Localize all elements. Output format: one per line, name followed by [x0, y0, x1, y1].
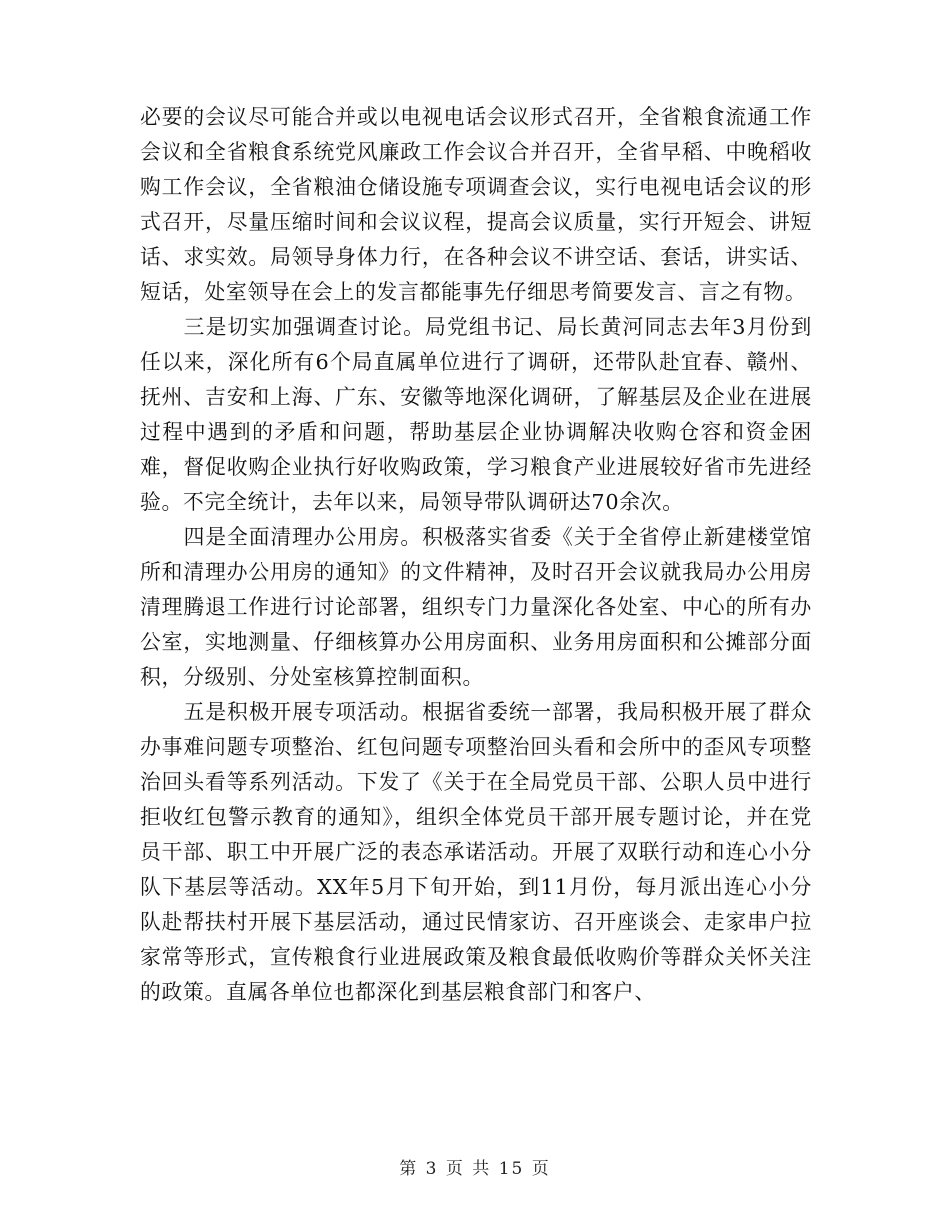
document-body: [140, 100, 812, 1010]
page-number-footer: 第 3 页 共 15 页: [399, 1159, 551, 1179]
paragraph-office-space: 四是全面清理办公用房。积极落实省委《关于全省停止新建楼堂馆所和清理办公用房的通知》的文件精神，及时召开会议就我局办公用房清理腾退工作进行讨论部署，组织专门力量深化各处室、中心的所有办公室，实地测量、仔细核算办公用房面积、业务用房面积和公摊部分面积，分级别、分处室核算控制面积。: [140, 525, 812, 689]
paragraph-continuation: 必要的会议尽可能合并或以电视电话会议形式召开，全省粮食流通工作会议和全省粮食系统党风廉政工作会议合并召开，全省早稻、中晚稻收购工作会议，全省粮油仓储设施专项调查会议，实行电视电话会议的形式召开，尽量压缩时间和会议议程，提高会议质量，实行开短会、讲短话、求实效。局领导身体力行，在各种会议不讲空话、套话，讲实话、短话，处室领导在会上的发言都能事先仔细思考简要发言、言之有物。: [140, 105, 812, 304]
paragraph-special-activities: 五是积极开展专项活动。根据省委统一部署，我局积极开展了群众办事难问题专项整治、红包问题专项整治回头看和会所中的歪风专项整治回头看等系列活动。下发了《关于在全局党员干部、公职人员中进行拒收红包警示教育的通知》，组织全体党员干部开展专题讨论，并在党员干部、职工中开展广泛的表态承诺活动。开展了双联行动和连心小分队下基层等活动。XX年5月下旬开始，到11月份，每月派出连心小分队赴帮扶村开展下基层活动，通过民情家访、召开座谈会、走家串户拉家常等形式，宣传粮食行业进展政策及粮食最低收购价等群众关怀关注的政策。直属各单位也都深化到基层粮食部门和客户、: [140, 700, 812, 1004]
paragraph-research: 三是切实加强调查讨论。局党组书记、局长黄河同志去年3月份到任以来，深化所有6个局直属单位进行了调研，还带队赴宜春、赣州、抚州、吉安和上海、广东、安徽等地深化调研，了解基层及企业在进展过程中遇到的矛盾和问题，帮助基层企业协调解决收购仓容和资金困难，督促收购企业执行好收购政策，学习粮食产业进展较好省市先进经验。不完全统计，去年以来，局领导带队调研达70余次。: [140, 315, 812, 514]
